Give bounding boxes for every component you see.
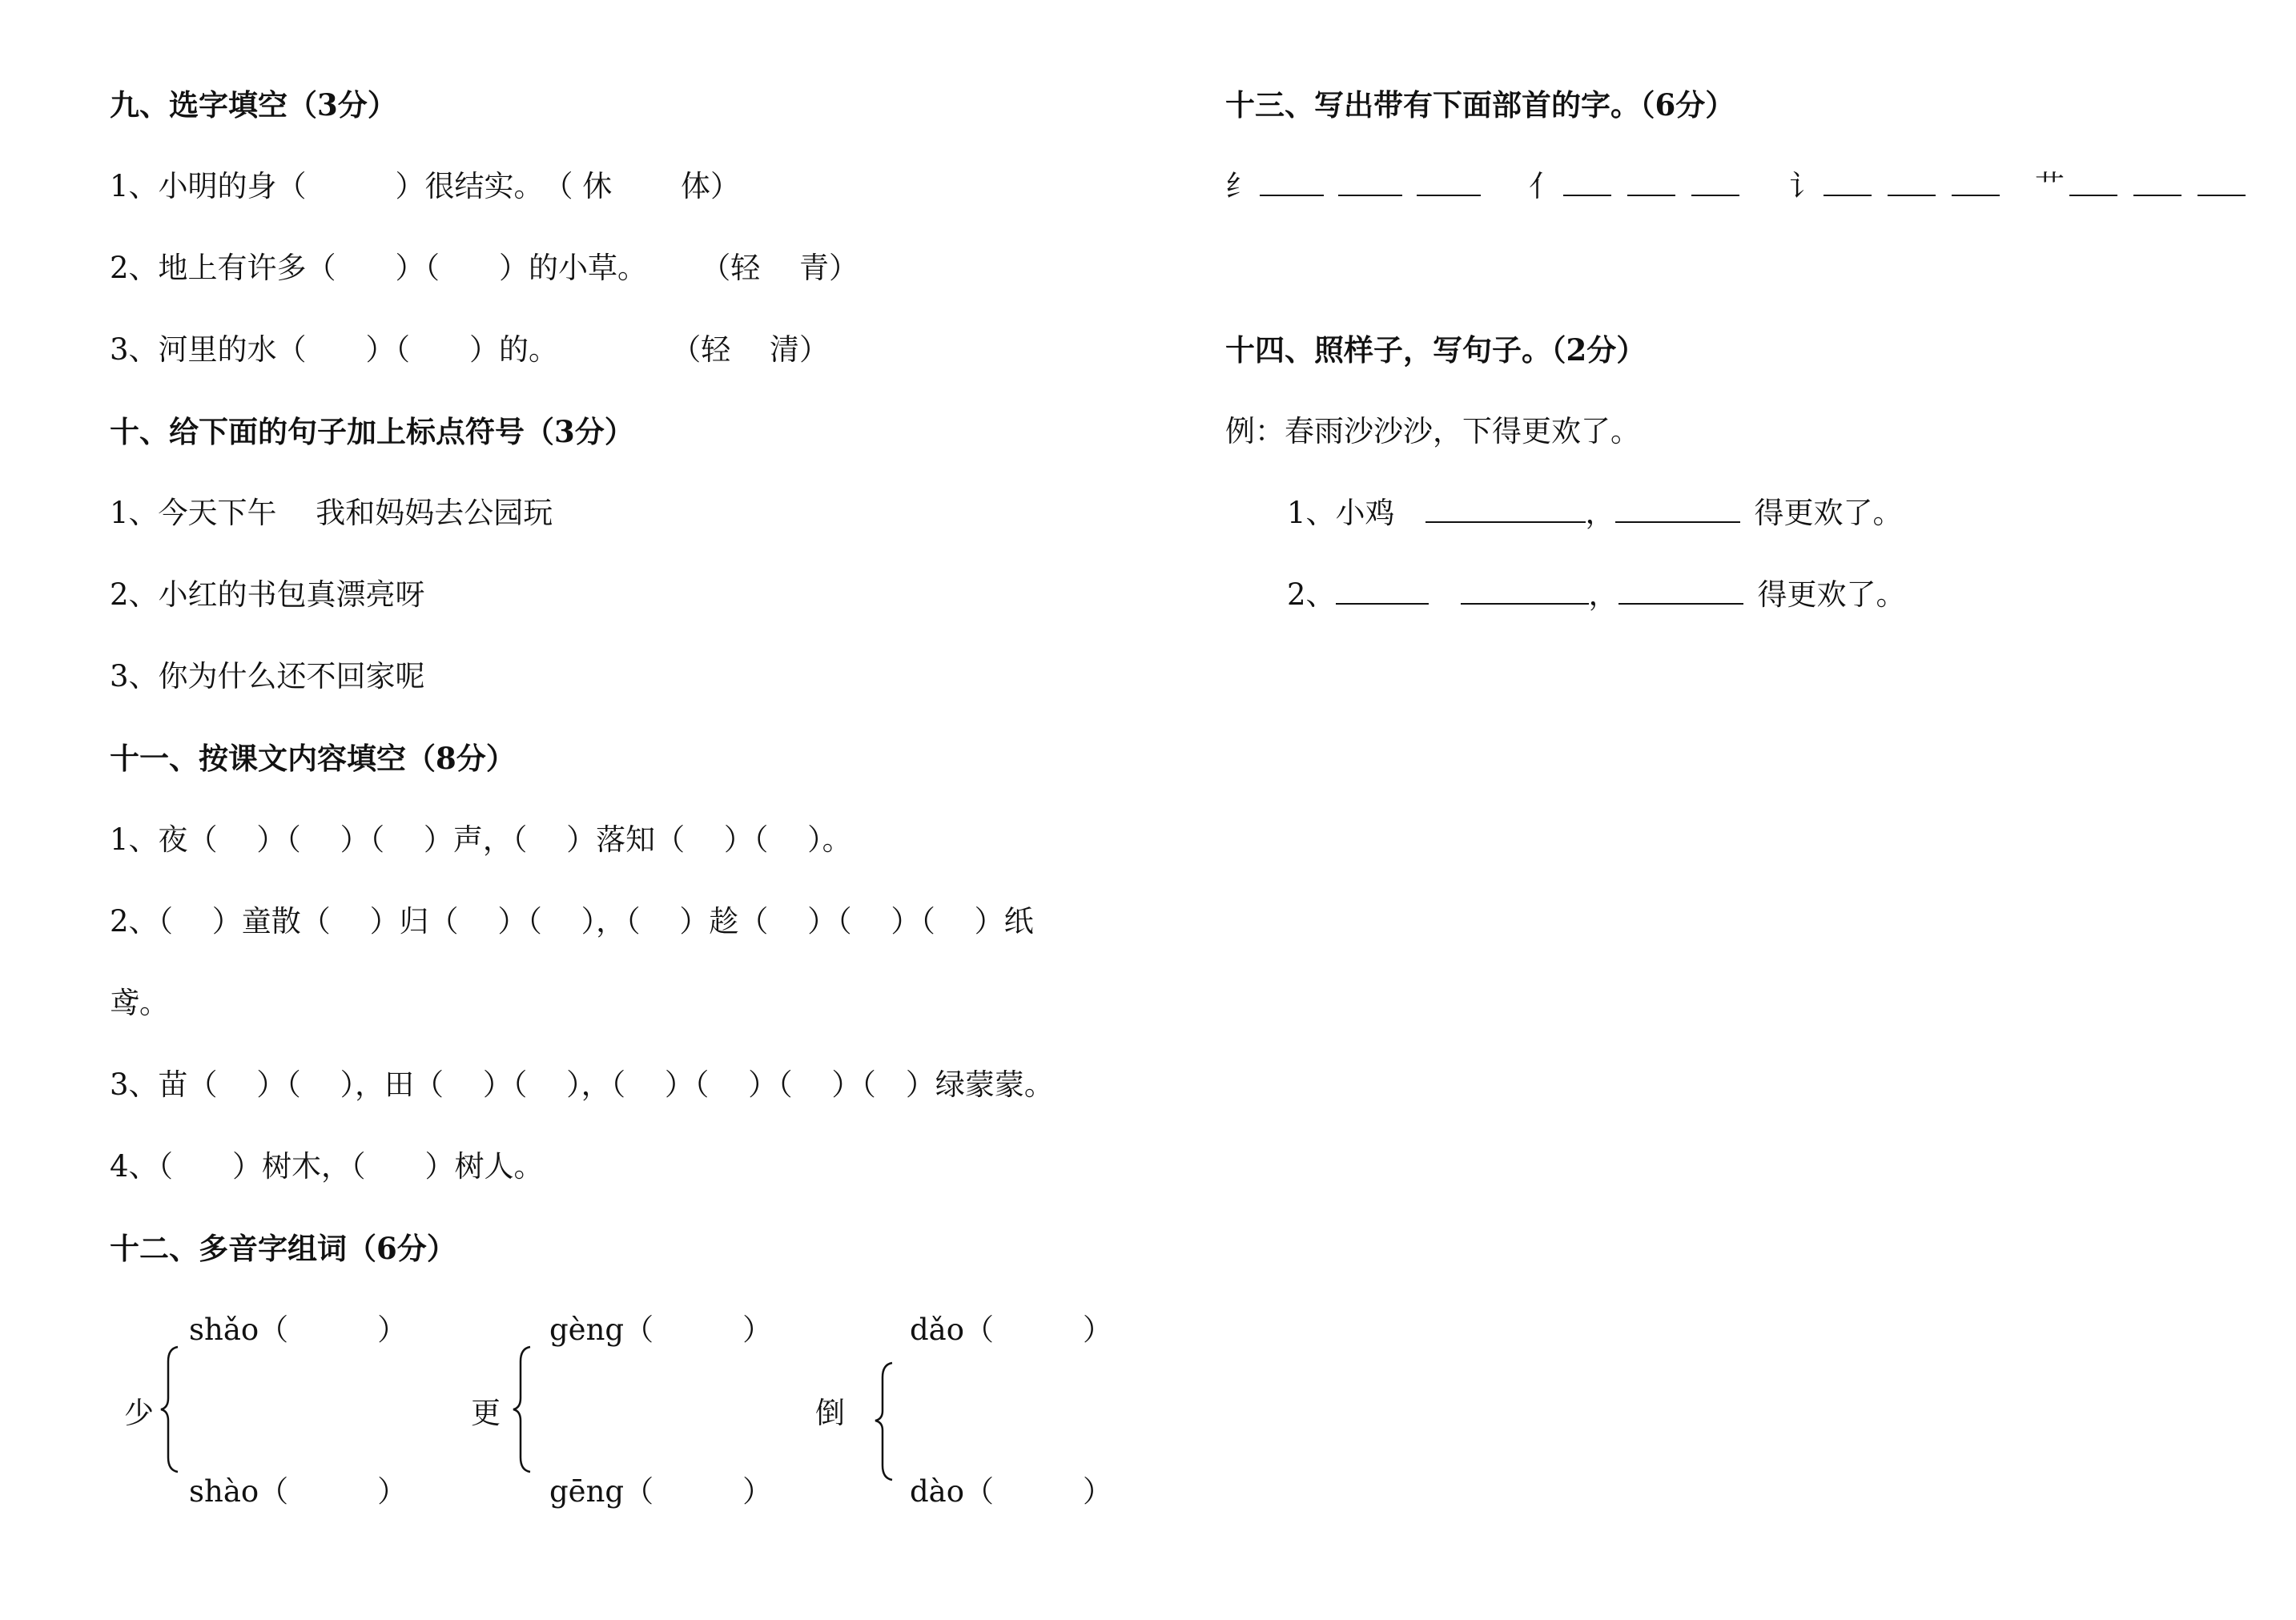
radical-si-blank-2[interactable]: [1338, 171, 1402, 196]
radical-ren: 亻: [1529, 169, 1558, 203]
polyphone-1-char: 少: [124, 1396, 154, 1430]
section-13-title: 十三、写出带有下面部首的字。（6分）: [1225, 87, 1735, 123]
s14-q2-prefix: 2、: [1287, 577, 1336, 612]
section-12-title: 十二、多音字组词（6分）: [110, 1231, 456, 1266]
s14-q2-comma: ，: [1588, 577, 1618, 612]
polyphone-3-bottom: dào（ ）: [910, 1474, 1113, 1509]
section-14-title: 十四、照样子，写句子。（2分）: [1225, 332, 1647, 368]
s11-question-1: 1、夜（ ）（ ）（ ）声，（ ）落知（ ）（ ）。: [110, 822, 852, 857]
s14-q1-suffix: 得更欢了。: [1754, 496, 1903, 530]
s14-question-1: [1287, 495, 1903, 532]
radical-cao-blank-1[interactable]: [2069, 171, 2117, 196]
radical-si-blank-1[interactable]: [1260, 171, 1324, 196]
brace-3: [873, 1361, 897, 1481]
polyphone-2-bottom: gēng（ ）: [549, 1474, 773, 1509]
s9-question-3: 3、河里的水（ ）（ ）的。 （轻 清）: [110, 332, 830, 367]
radical-row: [1225, 168, 2246, 205]
polyphone-2-char: 更: [471, 1396, 501, 1430]
radical-si-blank-3[interactable]: [1417, 171, 1481, 196]
s10-question-2: 2、小红的书包真漂亮呀: [110, 577, 425, 612]
s14-q2-blank-3[interactable]: [1618, 579, 1743, 605]
radical-ren-blank-1[interactable]: [1563, 171, 1611, 196]
s11-question-2: 2、（ ）童散（ ）归（ ）（ ），（ ）趁（ ）（ ）（ ）纸: [110, 904, 1034, 939]
radical-yan-blank-1[interactable]: [1824, 171, 1872, 196]
s11-question-4: 4、（ ）树木，（ ）树人。: [110, 1149, 544, 1184]
section-11-title: 十一、按课文内容填空（8分）: [110, 741, 516, 776]
brace-2: [511, 1345, 535, 1473]
radical-yan: 讠: [1789, 169, 1819, 203]
radical-cao-blank-3[interactable]: [2197, 171, 2246, 196]
section-9-title: 九、选字填空（3分）: [110, 87, 397, 123]
radical-ren-blank-2[interactable]: [1627, 171, 1675, 196]
polyphone-2-top: gèng（ ）: [549, 1312, 773, 1347]
s14-q2-blank-1[interactable]: [1336, 579, 1429, 605]
s9-question-2: 2、地上有许多（ ）（ ）的小草。 （轻 青）: [110, 251, 859, 285]
polyphone-3-char: 倒: [815, 1396, 845, 1430]
s14-example: 例：春雨沙沙沙，下得更欢了。: [1225, 414, 1640, 448]
s11-question-2-continued: 鸢。: [110, 986, 169, 1020]
radical-yan-blank-3[interactable]: [1952, 171, 2000, 196]
polyphone-3-top: dǎo（ ）: [910, 1312, 1113, 1347]
s14-question-2: [1287, 577, 1906, 613]
polyphone-1-bottom: shào（ ）: [189, 1474, 408, 1509]
s14-q1-prefix: 1、小鸡: [1287, 496, 1395, 530]
s14-q2-suffix: 得更欢了。: [1757, 577, 1906, 612]
radical-si: 纟: [1225, 169, 1255, 203]
s9-question-1: 1、小明的身（ ）很结实。 （ 休 体）: [110, 169, 741, 203]
polyphone-1-top: shǎo（ ）: [189, 1312, 408, 1347]
radical-cao: 艹: [2035, 169, 2065, 203]
brace-1: [159, 1345, 183, 1473]
s10-question-1: 1、今天下午 我和妈妈去公园玩: [110, 496, 553, 530]
s10-question-3: 3、你为什么还不回家呢: [110, 659, 425, 693]
s11-question-3: 3、苗（ ）（ ），田（ ）（ ），（ ）（ ）（ ）（ ）绿蒙蒙。: [110, 1067, 1054, 1102]
section-10-title: 十、给下面的句子加上标点符号（3分）: [110, 414, 634, 449]
radical-cao-blank-2[interactable]: [2133, 171, 2181, 196]
s14-q1-blank-1[interactable]: [1425, 497, 1586, 523]
radical-yan-blank-2[interactable]: [1888, 171, 1936, 196]
s14-q1-blank-2[interactable]: [1615, 497, 1740, 523]
s14-q2-blank-2[interactable]: [1461, 579, 1589, 605]
radical-ren-blank-3[interactable]: [1691, 171, 1739, 196]
s14-q1-comma: ，: [1585, 496, 1615, 530]
